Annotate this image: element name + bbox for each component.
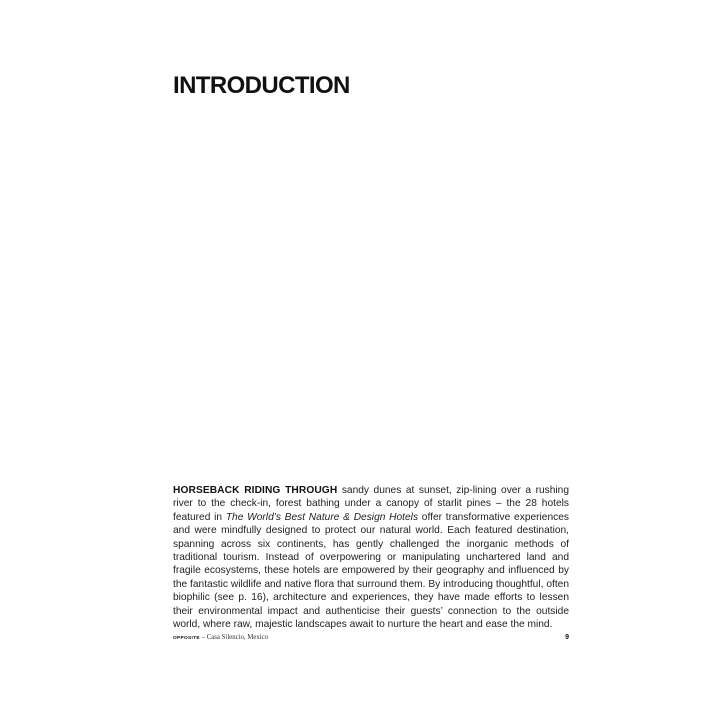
- caption-label: OPPOSITE: [173, 636, 200, 641]
- intro-paragraph: [173, 484, 569, 631]
- page-title: INTRODUCTION: [173, 72, 350, 99]
- paragraph-text-part-1: sandy dunes at sunset, zip-lining over a rushing river to the check-in, forest bathing under a canopy of starlit pines – the 28 hotels featured in: [173, 485, 569, 523]
- page-footer: [173, 633, 569, 645]
- book-title: The World’s Best Nature & Design Hotels: [225, 511, 419, 523]
- photo-caption: [173, 633, 268, 644]
- page-number: 9: [565, 634, 569, 641]
- paragraph-text-part-2: offer transformative experiences and were mindfully designed to protect our natural world. Each featured destination, spanning across six continents, has gently challenged the inorganic methods of traditional tourism. Instead of overpowering or manipulating unchartered land and fragile ecosystems, these hotels are empowered by their geography and influenced by the fantastic wildlife and native flora that surround them. By introducing thoughtful, often biophilic (see p. 16), architecture and experiences, they have made efforts to lessen their environmental impact and authenticise their guests’ connection to the outside world, where raw, majestic landscapes await to nurture the heart and ease the mind.: [173, 511, 569, 631]
- lead-in-text: HORSEBACK RIDING THROUGH: [173, 485, 338, 496]
- caption-separator: –: [199, 634, 207, 641]
- caption-place: Casa Silencio, Mexico: [206, 634, 269, 641]
